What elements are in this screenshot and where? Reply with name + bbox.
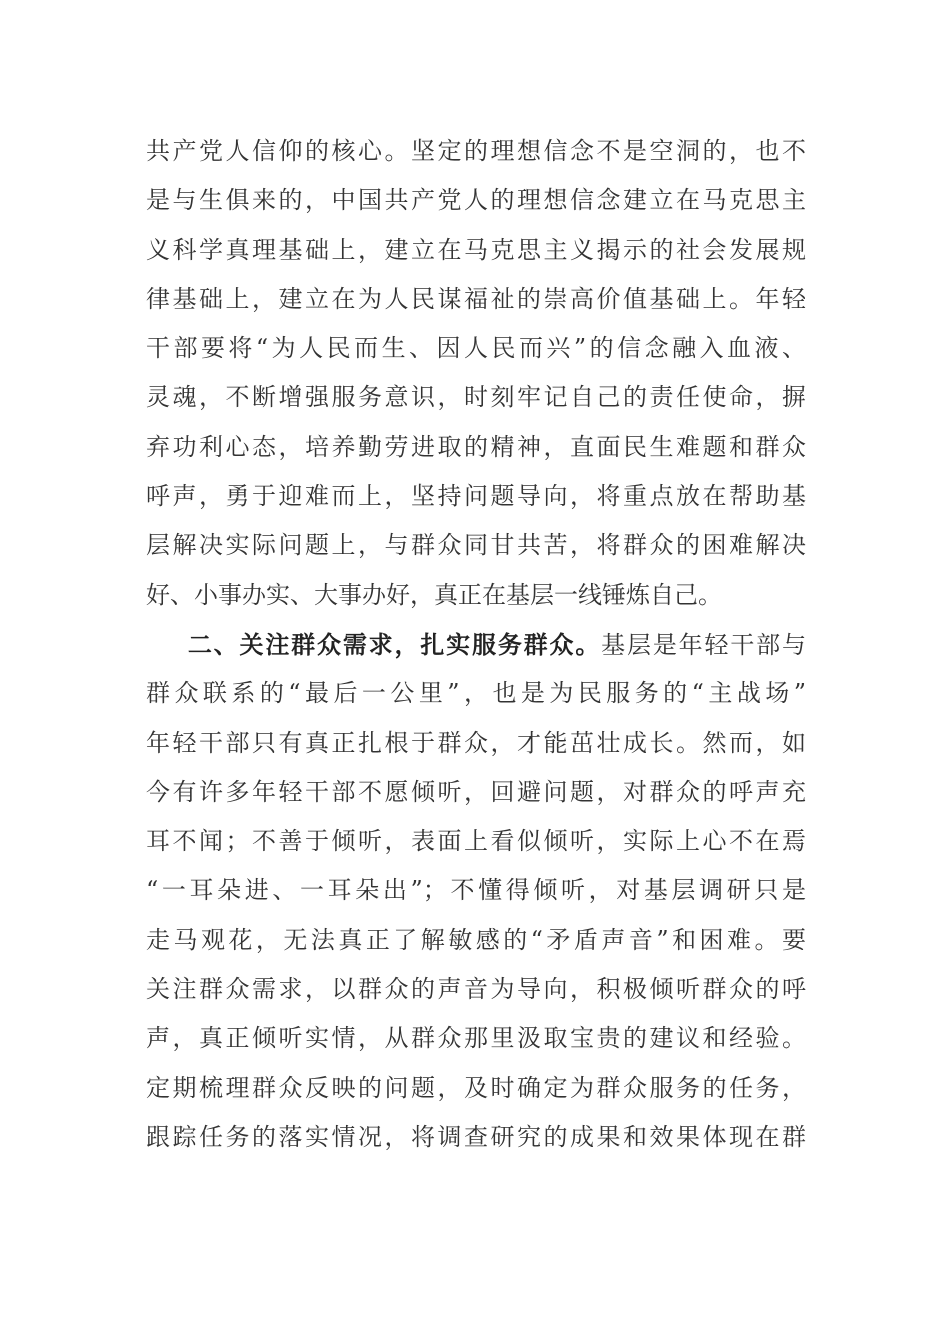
- paragraph-line: 走马观花，无法真正了解敏感的“矛盾声音”和困难。要: [146, 925, 806, 954]
- paragraph-first-line: [146, 620, 806, 669]
- paragraph-1: [146, 127, 806, 620]
- paragraph-line: 律基础上，建立在为人民谋福祉的崇高价值基础上。年轻: [146, 284, 806, 313]
- paragraph-line: 跟踪任务的落实情况，将调查研究的成果和效果体现在群: [146, 1122, 806, 1151]
- paragraph-line: 定期梳理群众反映的问题，及时确定为群众服务的任务，: [146, 1073, 806, 1102]
- heading-continuation: 基层是年轻干部与: [601, 630, 807, 659]
- paragraph-line: 是与生俱来的，中国共产党人的理想信念建立在马克思主: [146, 186, 806, 215]
- paragraph-line: 群众联系的“最后一公里”，也是为民服务的“主战场”: [146, 679, 806, 708]
- section-heading: 二、关注群众需求，扎实服务群众。: [186, 629, 602, 659]
- paragraph-line: 层解决实际问题上，与群众同甘共苦，将群众的困难解决: [146, 531, 806, 560]
- paragraph-line: 共产党人信仰的核心。坚定的理想信念不是空洞的，也不: [146, 137, 806, 165]
- paragraph-line: 年轻干部只有真正扎根于群众，才能茁壮成长。然而，如: [146, 728, 806, 757]
- body-text: [146, 127, 806, 1162]
- paragraph-line: 灵魂，不断增强服务意识，时刻牢记自己的责任使命，摒: [146, 383, 806, 412]
- paragraph-line: 弃功利心态，培养勤劳进取的精神，直面民生难题和群众: [146, 432, 806, 461]
- paragraph-2: [146, 620, 806, 1162]
- paragraph-line: 呼声，勇于迎难而上，坚持问题导向，将重点放在帮助基: [146, 482, 806, 511]
- paragraph-line: 好、小事办实、大事办好，真正在基层一线锤炼自己。: [146, 580, 722, 609]
- paragraph-line: 声，真正倾听实情，从群众那里汲取宝贵的建议和经验。: [146, 1024, 806, 1053]
- paragraph-line: “一耳朵进、一耳朵出”；不懂得倾听，对基层调研只是: [146, 876, 806, 905]
- paragraph-line: 义科学真理基础上，建立在马克思主义揭示的社会发展规: [146, 235, 806, 264]
- paragraph-line: 干部要将“为人民而生、因人民而兴”的信念融入血液、: [146, 334, 806, 363]
- paragraph-line: 耳不闻；不善于倾听，表面上看似倾听，实际上心不在焉: [146, 827, 806, 856]
- paragraph-line: 关注群众需求，以群众的声音为导向，积极倾听群众的呼: [146, 975, 806, 1004]
- paragraph-line: 今有许多年轻干部不愿倾听，回避问题，对群众的呼声充: [146, 777, 806, 806]
